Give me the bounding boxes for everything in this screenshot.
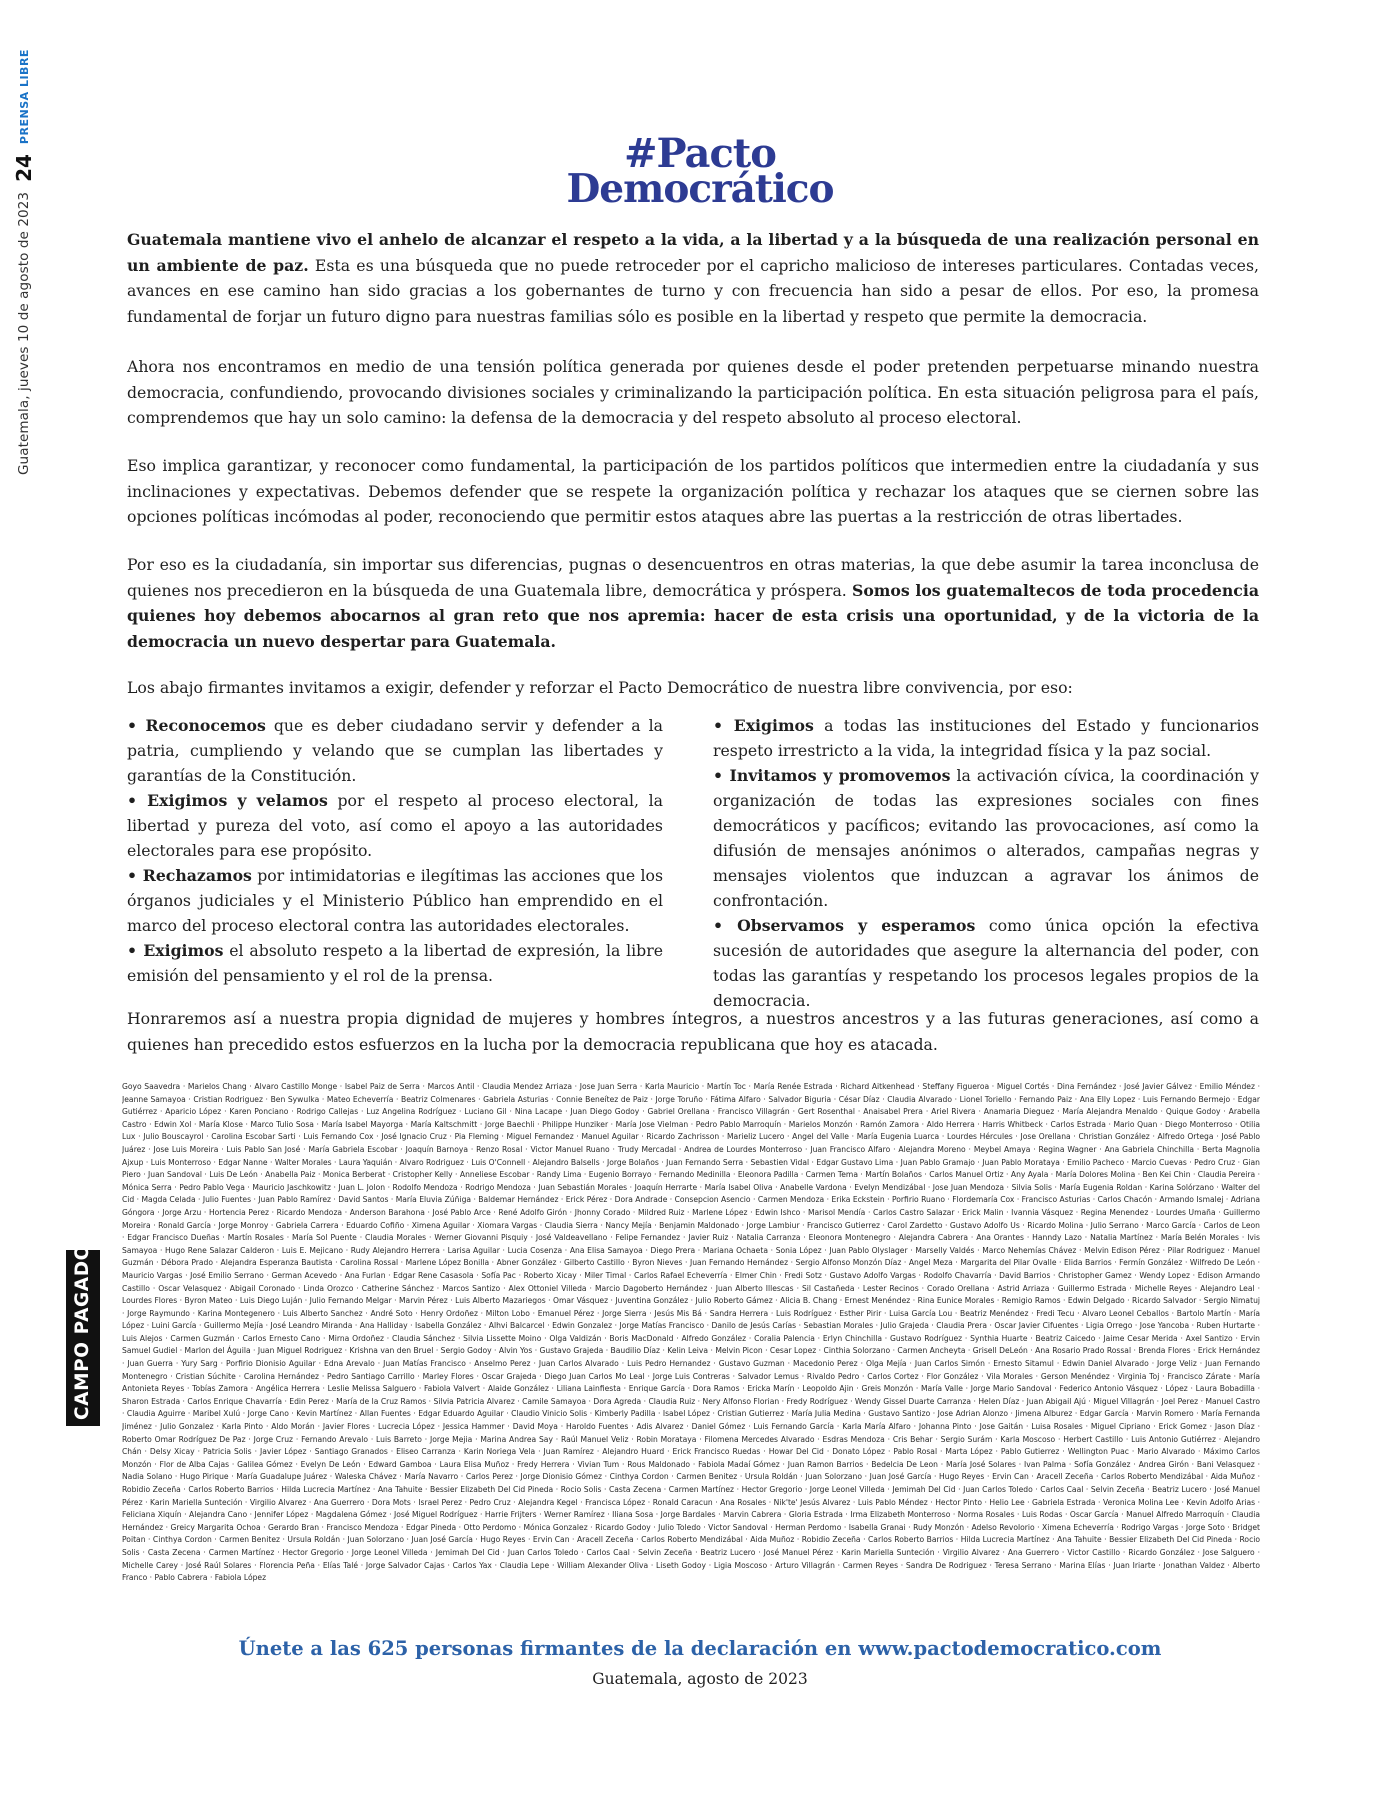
commitment-text: por el respeto al proceso electoral, la libertad y pureza del voto, así como el apoyo a las autoridades electorales para ese propósito. [127, 791, 664, 860]
paragraph-1-text: Esta es una búsqueda que no puede retroceder por el capricho malicioso de intereses particulares. Contadas veces, avances en ese camino han sido gracias a los gobernantes de turno y con frecuencia han sido a pesar de ellos. Por eso, la promesa fundamental de forjar un futuro digno para nuestras familias sólo es posible en la libertad y respeto que permite la democracia. [127, 255, 1259, 326]
paragraph-3: Eso implica garantizar, y reconocer como fundamental, la participación de los partidos políticos que intermedien entre la ciudadanía y sus inclinaciones y expectativas. Debemos defender que se respete la organización política y rechazar los ataques que se ciernen sobre las opciones políticas incómodas al poder, reconociendo que permitir estos ataques abre las puertas a la restricción de otras libertades. [127, 456, 1259, 526]
publication-name: PRENSA LIBRE [17, 49, 31, 145]
pacto-democratico-logo [560, 130, 840, 212]
issue-date: Guatemala, jueves 10 de agosto de 2023 [16, 191, 32, 475]
commitment-item [127, 863, 663, 938]
commitment-lead: • Invitamos y promovemos [713, 766, 951, 785]
paragraph-4-text: Por eso es la ciudadanía, sin importar sus diferencias, pugnas o desencuentros en otras materias, la que debe asumir la tarea inconclusa de quienes nos precedieron en la búsqueda de una Guatemala libre, democrática y próspera. [127, 555, 1259, 600]
commitment-text: por intimidatorias e ilegítimas las acciones que los órganos judiciales y el Ministerio Público han emprendido en el marco del proceso electoral contra las autoridades electorales. [127, 866, 663, 935]
commitment-item [713, 713, 1259, 763]
commitment-item [127, 713, 663, 788]
paragraph-2: Ahora nos encontramos en medio de una tensión política generada por quienes desde el poder pretenden perpetuarse minando nuestra democracia, confundiendo, provocando divisiones sociales y criminalizando la participación política. En esta situación peligrosa para el país, comprendemos que hay un solo camino: la defensa de la democracia y del respeto absoluto al proceso electoral. [127, 357, 1259, 427]
page-number: 24 [12, 154, 36, 182]
commitment-text: la activación cívica, la coordinación y organización de todas las expresiones sociales con fines democráticos y pacíficos; evitando las provocaciones, así como la difusión de mensajes anónimos o alterados, campañas negras y mensajes violentos que induzcan a agravar los ánimos de confrontación. [713, 766, 1259, 910]
paragraph-1-bold: Guatemala mantiene vivo el anhelo de alcanzar el respeto a la vida, a la libertad y a la búsqueda de una realización personal en un ambiente de paz. [127, 230, 1259, 275]
paragraph-4 [127, 552, 1259, 654]
closing-paragraph: Honraremos así a nuestra propia dignidad de mujeres y hombres íntegros, a nuestros ancestros y a las futuras generaciones, así como a quienes han precedido estos esfuerzos en la lucha por la democracia republicana que hoy es atacada. [127, 1009, 1259, 1054]
commitment-text: que es deber ciudadano servir y defender a la patria, cumpliendo y velando que se cumplan las libertades y garantías de la Constitución. [127, 716, 663, 785]
commitment-lead: • Exigimos y velamos [127, 791, 328, 810]
call-to-action: Únete a las 625 personas firmantes de la declaración en www.pactodemocratico.com [238, 1637, 1162, 1660]
commitment-item [127, 938, 663, 988]
commitment-lead: • Rechazamos [127, 866, 252, 885]
signatories-list: Goyo Saavedra · Marielos Chang · Alvaro Castillo Monge · Isabel Paiz de Serra · Marcos Antil · Claudia Mendez Arriaza · Jose Juan Serra · Karla Mauricio · Martín Toc · María Renée Estrada · Richard Aitkenhead · Steffany Figueroa · Miguel Cortés · Dina Fernández · José Javier Gálvez · Emilio Méndez · Jeanne Samayoa · Cristian Rodriguez · Ben Sywulka · Mateo Echeverría · Beatriz Colmenares · Gabriela Asturias · Connie Beneítez de Paiz · Jorge Toruño · Fátima Alfaro · Salvador Biguria · César Díaz · Claudia Alvarado · Lionel Toriello · Fernando Paiz · Ana Elly Lopez · Luis Fernando Bermejo · Edgar Gutiérrez · Aparicio López · Karen Ponciano · Rodrigo Callejas · Luz Angelina Rodríguez · Luciano Gil · Nina Lacape · Juan Diego Godoy · Gabriel Orellana · Francisco Villagrán · Gert Rosenthal · Anaisabel Prera · Ariel Rivera · Anamaria Dieguez · María Alejandra Menaldo · Quique Godoy · Arabella Castro · Edwin Xol · María Klose · Marco Tulio Sosa · María Isabel Mayorga · María Kaltschmitt · Jorge Baechli · Philippe Hunziker · María Jose Vielman · Pedro Pablo Marroquín · Marielos Monzón · Ramón Zamora · Aldo Herrera · Harris Whitbeck · Carlos Estrada · Mario Quan · Diego Monterroso · Otilia Lux · Julio Bouscayrol · Carolina Escobar Sarti · Luis Fernando Cox · José Ignacio Cruz · Pia Fleming · Miguel Fernandez · Manuel Aguilar · Ricardo Zachrisson · Marieliz Lucero · Angel del Valle · María Eugenia Luarca · Lourdes Hércules · Jose Orellana · Christian González · Alfredo Ortega · José Pablo Juárez · Jose Luis Moreira · Luis Pablo San José · María Gabriela Escobar · Joaquín Barnoya · Renzo Rosal · Victor Manuel Ruano · Trudy Mercadal · Andrea de Lourdes Monterroso · Juan Francisco Alfaro · Alejandra Moreno · Meybel Amaya · Regina Wagner · Ana Gabriela Chinchilla · Berta Magnolia Ajxup · Luis Monterroso · Edgar Nanne · Walter Morales · Laura Yaquián · Alvaro Rodriguez · Luis O'Connell · Alejandro Balsells · Jorge Bolaños · Juan Fernando Serra · Sebastien Vidal · Edgar Gustavo Lima · Juan Pablo Gramajo · Juan Pablo Morataya · Emilio Pacheco · Marcio Cuevas · Pedro Cruz · Gian Piero · Juan Sandoval · Luis De León · Anabella Paiz · Monica Berberat · Cristopher Kelly · Anneliese Escobar · Randy Lima · Eugenio Borrayo · Fernando Medinilla · Eleonora Padilla · Carmen Tema · Martín Bolaños · Carlos Manuel Ortiz · Any Ayala · María Dolores Molina · Ben Kei Chin · Claudia Pereira · Mónica Serra · Pedro Pablo Vega · Mauricio Jaschkowitz · Juan L. Jolon · Rodolfo Mendoza · Rodrigo Mendoza · Juan Sebastián Morales · Joaquín Herrarte · María Isabel Oliva · Anabelle Vardona · Evelyn Mendizábal · Jose Juan Mendoza · Silvia Solis · María Eugenia Roldan · Karina Solórzano · Walter del Cid · Magda Celada · Julio Fuentes · Juan Pablo Ramírez · David Santos · María Eluvia Zúñiga · Baldemar Hernández · Erick Pérez · Dora Andrade · Consepcion Asencio · Carmen Mendoza · Erika Eckstein · Porfirio Ruano · Flordemaría Cox · Francisco Asturias · Carlos Chacón · Armando Ismalej · Adriana Góngora · Jorge Arzu · Hortencia Perez · Ricardo Mendoza · Anderson Barahona · José Pablo Arce · René Adolfo Girón · Jhonny Corado · Mildred Ruiz · Marlene López · Edwin Ishco · Marisol Mendía · Carlos Castro Salazar · Erick Malin · Ivannia Vásquez · Regina Menendez · Lourdes Umaña · Guillermo Moreira · Ronald García · Jorge Monroy · Gabriela Carrera · Eduardo Cofiño · Ximena Aguilar · Xiomara Vargas · Claudia Sierra · Nancy Mejía · Benjamin Maldonado · Jorge Lambiur · Francisco Gutierrez · Carol Zardetto · Gustavo Adolfo Us · Ricardo Molina · Julio Serrano · Marco García · Carlos de Leon · Edgar Francisco Dueñas · Martín Rosales · María Sol Puente · Claudia Morales · Werner Giovanni Pisquiy · José Valdeavellano · Felipe Fernandez · Javier Ruiz · Natalia Carranza · Eleonora Montenegro · Alejandra Cabrera · Ana Orantes · Hanndy Lazo · Natalia Martínez · María Belén Morales · Ivis Samayoa · Hugo Rene Salazar Calderon · Luis E. Mejicano · Rudy Alejandro Herrera · Larisa Aguilar · Lucia Cosenza · Ana Elisa Samayoa · Diego Prera · Mariana Ochaeta · Sonia López · Juan Pablo Olyslager · Marselly Valdés · Marco Nehemías Chávez · Melvin Edison Pérez · Pilar Rodriguez · Manuel Guzmán · Débora Prado · Alejandra Esperanza Bautista · Carolina Rossal · Marlene López Bonilla · Abner González · Gilberto Castillo · Byron Nieves · Juan Fernando Hernández · Sergio Alfonso Monzón Díaz · Angel Meza · Margarita del Pilar Ovalle · Elida Barrios · Fermín González · Wilfredo De León · Mauricio Vargas · José Emilio Serrano · German Acevedo · Ana Furlan · Edgar Rene Casasola · Sofía Pac · Roberto Xicay · Miler Timal · Carlos Rafael Echeverría · Elmer Chin · Fredi Sotz · Gustavo Adolfo Vargas · Rodolfo Chavarría · David Barrios · Christopher Gamez · Wendy Lopez · Edison Armando Castillo · Oscar Velasquez · Abigail Coronado · Linda Orozco · Catherine Sánchez · Marcos Santizo · Alex Ottoniel Villeda · Marcio Dagoberto Hernández · Juan Alberto Illescas · Sil Castañeda · Lester Recinos · Corado Orellana · Astrid Arriaza · Guillermo Estrada · Michelle Reyes · Alejandro Leal · Lourdes Flores · Byron Mateo · Luis Diego Luján · Julio Fernando Melgar · Marvin Pérez · Luis Alberto Mazariegos · Omar Vásquez · Juventina González · Julio Roberto Gámez · Alicia B. Chang · Ernest Menéndez · Rina Eunice Morales · Remigio Ramos · Edwin Delgado · Ricardo Salvador · Sergio Nimatuj · Jorge Raymundo · Karina Montegenero · Luis Alberto Sanchez · André Soto · Henry Ordoñez · Milton Lobo · Emanuel Pérez · Jorge Sierra · Jesús Mis Bá · Sandra Herrera · Luis Rodríguez · Esther Pirir · Luisa García Lou · Beatriz Menéndez · Fredi Tecu · Alvaro Leonel Ceballos · Bartolo Martín · María López · Luini García · Guillermo Mejía · José Leandro Miranda · Ana Halliday · Isabella González · Alhvi Balcarcel · Edwin Gonzalez · Jorge Matías Francisco · Danilo de Jesús Carías · Sebastian Morales · Julio Grajeda · Claudia Prera · Oscar Javier Cifuentes · Ligia Orrego · Jose Yancoba · Ruben Hurtarte · Luis Alejos · Carmen Guzmán · Carlos Ernesto Cano · Mirna Ordoñez · Claudia Sánchez · Silvia Lissette Moino · Olga Valdizán · Boris MacDonald · Alfredo González · Coralia Palencia · Erlyn Chinchilla · Gustavo Rodríguez · Synthia Huarte · Beatriz Caicedo · Jaime Cesar Merida · Axel Santizo · Ervin Samuel Gudiel · Marlon del Águila · Juan Miguel Rodriguez · Krishna van den Bruel · Sergio Godoy · Alvin Yos · Gustavo Grajeda · Baudilio Díaz · Kelin Leiva · Melvin Picon · Cesar Lopez · Cinthia Solorzano · Carmen Ancheyta · Grisell DeLeón · Ana Rosario Prado Rossal · Brenda Flores · Erick Hernández · Juan Guerra · Yury Sarg · Porfirio Dionisio Aguilar · Edna Arevalo · Juan Matías Francisco · Anselmo Perez · Juan Carlos Alvarado · Luis Pedro Hernandez · Gustavo Guzman · Macedonio Perez · Olga Mejía · Juan Carlos Simón · Ernesto Sitamul · Edwin Daniel Alvarado · Jorge Veliz · Juan Fernando Montenegro · Cristian Súchite · Carolina Hernández · Pedro Santiago Carrillo · Marley Flores · Oscar Grajeda · Diego Juan Carlos Mo Leal · Jorge Luis Contreras · Salvador Lemus · Rivaldo Pedro · Carlos Cortez · Flor González · Vila Morales · Gerson Menéndez · Virginia Toj · Francisco Zárate · María Antonieta Reyes · Tobías Zamora · Angélica Herrera · Leslie Melissa Salguero · Fabiola Valvert · Alaide González · Liliana Lainfiesta · Enrique García · Dora Ramos · Ericka Marín · Leopoldo Ajin · Greis Monzón · María Valle · Jorge Mario Sandoval · Federico Antonio Vásquez · López · Laura Bobadilla · Sharon Estrada · Carlos Enrique Chavarría · Edin Perez · María de la Cruz Ramos · Silvia Patricia Alvarez · Camile Samayoa · Dora Agreda · Claudia Ruiz · Nery Alfonso Florian · Fredy Rodríguez · Wendy Gissel Duarte Carranza · Helen Díaz · Juan Abigail Ajú · Miguel Villagrán · Joel Perez · Manuel Castro · Claudia Aguirre · Maribel Xulú · Jorge Cano · Kevin Martínez · Allan Fuentes · Edgar Eduardo Aguilar · Claudio Vinicio Solis · Kimberly Padilla · Isabel López · Cristian Gutierrez · María Julia Medina · Gustavo Santizo · Jose Adrian Alonzo · Jimena Alburez · Edgar García · Marvin Romero · María Fernanda Jiménez · Julio Gonzalez · Karla Pinto · Aldo Morán · Javier Flores · Lucrecia López · Jessica Hammer · David Moya · Haroldo Fuentes · Adis Alvarez · Daniel Gómez · Luis Fernando García · Karla María Alfaro · Johanna Pinto · Jose Gaitán · Luisa Rosales · Miguel Cipriano · Erick Gomez · Jason Díaz · Roberto Omar Rodríguez De Paz · Jorge Cruz · Fernando Arevalo · Luis Barreto · Jorge Mejia · Marina Andrea Say · Raúl Manuel Veliz · Robin Morataya · Filomena Mercedes Alvarado · Esdras Mendoza · Cris Behar · Sergio Surám · Karla Moscoso · Herbert Castillo · Luis Antonio Gutiérrez · Alejandro Chán · Delsy Xicay · Patricia Solis · Javier López · Santiago Granados · Eliseo Carranza · Karin Noriega Vela · Juan Ramírez · Alejandro Huard · Erick Francisco Ruedas · Howar Del Cid · Donato López · Pablo Rosal · Marta López · Pablo Gutierrez · Wellington Puac · Mario Alvarado · Máximo Carlos Monzón · Flor de Alba Cajas · Galilea Gómez · Evelyn De León · Edward Gamboa · Laura Elisa Muñoz · Fredy Herrera · Vivian Tum · Rous Maldonado · Fabiola Madaí Gómez · Juan Ramon Barrios · Bedelcia De Leon · María José Solares · Ivan Palma · Sofía González · Andrea Girón · Bani Velasquez · Nadia Solano · Hugo Pirique · María Guadalupe Juárez · Waleska Chávez · María Navarro · Carlos Perez · Jorge Dionisio Gómez · Cinthya Cordon · Carmen Benitez · Ursula Roldán · Juan Solorzano · Juan José García · Hugo Reyes · Ervin Can · Aracell Zeceña · Carlos Roberto Mendizábal · Aida Muñoz · Robidio Zeceña · Carlos Roberto Barrios · Hilda Lucrecia Martínez · Ana Tahuite · Bessier Elizabeth Del Cid Pineda · Rocio Solis · Casta Zecena · Carmen Martínez · Hector Gregorio · Jorge Leonel Villeda · Jemimah Del Cid · Juan Carlos Toledo · Carlos Caal · Selvin Zeceña · Beatriz Lucero · José Manuel Pérez · Karin Mariella Sunteción · Virgilio Alvarez · Ana Guerrero · Dora Mots · Israel Perez · Pedro Cruz · Alejandra Kegel · Francisca López · Ronald Caracun · Ana Rosales · Nik'te' Jesús Alvarez · Luis Pablo Méndez · Hector Pinto · Helio Lee · Gabriela Estrada · Veronica Molina Lee · Kevin Adolfo Arias · Feliciana Xiquín · Alejandra Cano · Jennifer López · Magdalena Gómez · José Miguel Rodríguez · Harrie Frijters · Werner Ramírez · Iliana Sosa · Jorge Bardales · Marvin Cabrera · Gloria Estrada · Irma Elizabeth Monterroso · Norma Rosales · Luis Rodas · Oscar García · Manuel Alfredo Marroquín · Claudia Hernández · Greicy Margarita Ochoa · Gerardo Bran · Francisco Mendoza · Edgar Pineda · Otto Perdomo · Mónica Gonzalez · Ricardo Godoy · Julio Toledo · Victor Sandoval · Herman Perdomo · Isabella Granai · Rudy Monzón · Adelso Revolorio · Ximena Echeverría · Rodrigo Vargas · Jorge Soto · Bridget Poitan · Cinthya Cordon · Carmen Benitez · Ursula Roldán · Juan Solorzano · Juan José García · Hugo Reyes · Ervin Can · Aracell Zeceña · Carlos Roberto Mendizábal · Aida Muñoz · Robidio Zeceña · Carlos Roberto Barrios · Hilda Lucrecia Martínez · Ana Tahuite · Bessier Elizabeth Del Cid Pineda · Rocio Solis · Casta Zecena · Carmen Martínez · Hector Gregorio · Jorge Leonel Villeda · Jemimah Del Cid · Juan Carlos Toledo · Carlos Caal · Selvin Zeceña · Beatriz Lucero · José Manuel Pérez · Karin Mariella Sunteción · Virgilio Alvarez · Ana Guerrero · Victor Castillo · Ricardo González · Jose Salguero · Michelle Carey · José Raúl Solares · Florencia Peña · Elías Talé · Jorge Salvador Cajas · Carlos Yax · Claudia Lepe · William Alexander Oliva · Liseth Godoy · Ligia Moscoso · Arturo Villagrán · Carmen Reyes · Sandra De Rodriguez · Teresa Serrano · Marina Elías · Juan Iriarte · Jonathan Valdez · Alberto Franco · Pablo Cabrera · Fabiola López [122, 1082, 1260, 1583]
paragraph-1 [127, 227, 1259, 329]
commitments-right-column [713, 713, 1259, 1013]
commitment-item [713, 913, 1259, 1013]
commitment-lead: • Exigimos [713, 716, 814, 735]
commitment-text: el absoluto respeto a la libertad de expresión, la libre emisión del pensamiento y el rol de la prensa. [127, 941, 663, 985]
commitment-lead: • Observamos y esperamos [713, 916, 976, 935]
side-metadata [0, 49, 36, 475]
commitment-lead: • Exigimos [127, 941, 224, 960]
logo-line-1: #Pacto [624, 130, 776, 177]
logo-line-2: Democrático [566, 166, 834, 212]
commitment-text: a todas las instituciones del Estado y funcionarios respeto irrestricto a la vida, la integridad física y la paz social. [713, 716, 1259, 760]
paragraph-intro-list: Los abajo firmantes invitamos a exigir, defender y reforzar el Pacto Democrático de nuestra libre convivencia, por eso: [127, 678, 1073, 697]
commitment-lead: • Reconocemos [127, 716, 266, 735]
commitment-text: como única opción la efectiva sucesión de autoridades que asegure la alternancia del poder, con todas las garantías y respetando los procesos legales propios de la democracia. [713, 916, 1259, 1010]
place-and-date: Guatemala, agosto de 2023 [592, 1670, 808, 1688]
commitment-item [713, 763, 1259, 913]
commitments-left-column [127, 713, 663, 988]
paragraph-4-bold: Somos los guatemaltecos de toda procedencia quienes hoy debemos abocarnos al gran reto que nos apremia: hacer de esta crisis una oportunidad, y de la victoria de la democracia un nuevo despertar para Guatemala. [127, 580, 1259, 651]
commitment-item [127, 788, 663, 863]
paid-content-badge [66, 1244, 100, 1426]
paid-content-label: CAMPO PAGADO [72, 1244, 93, 1420]
